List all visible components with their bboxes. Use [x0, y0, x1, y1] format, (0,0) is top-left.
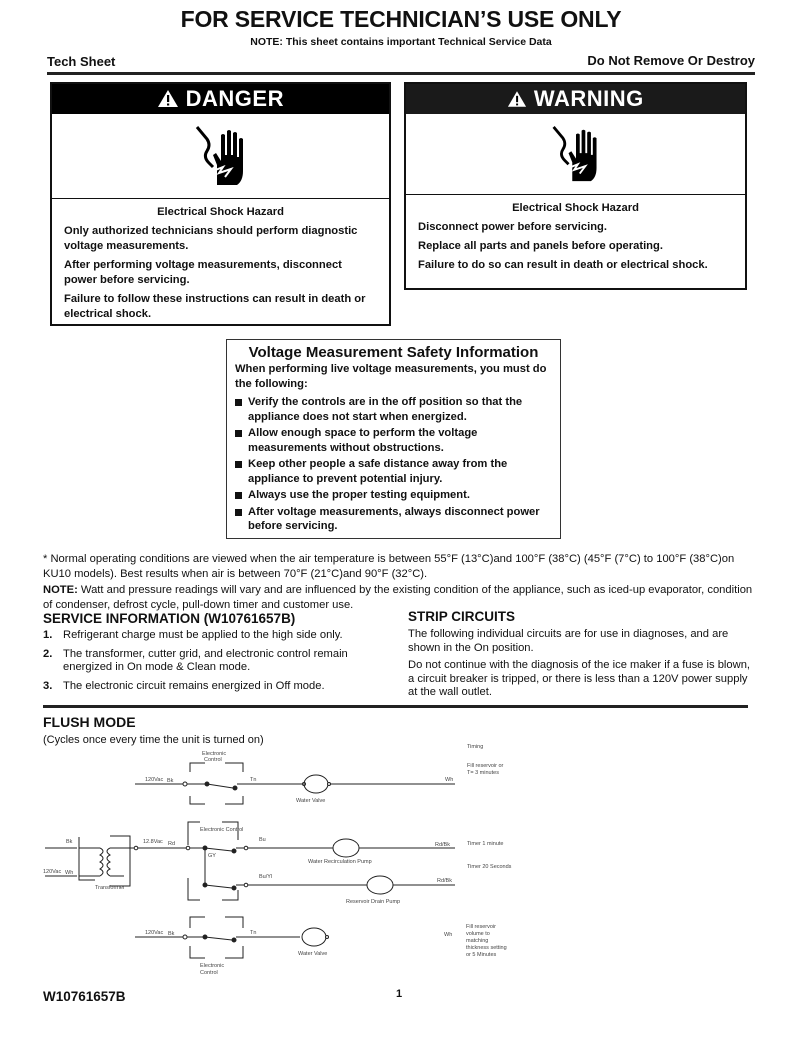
svg-text:Fill reservoir or: Fill reservoir or [467, 763, 504, 769]
temperature-footnote: * Normal operating conditions are viewed when the air temperature is between 55°F (13°C)and 100°F (38°C) (45°F (7°C) to 100°F (38°C)on KU10 models). Best results when air is between 70°F (21°C)and 90°F (32°C). [43, 553, 735, 580]
warning-line: Disconnect power before servicing. [418, 221, 607, 233]
voltage-safety-intro: When performing live voltage measurements, you must do the following: [235, 363, 547, 390]
warning-triangle-icon [157, 86, 186, 111]
warning-box [404, 82, 747, 290]
bullet-square-icon [235, 492, 242, 499]
voltage-safety-title: Voltage Measurement Safety Information [248, 344, 539, 361]
svg-text:Bk: Bk [66, 839, 73, 845]
warning-header [406, 84, 745, 114]
svg-text:GY: GY [208, 853, 216, 859]
flush-mode-wiring-diagram [38, 740, 758, 980]
strip-circuits-paragraph: Do not continue with the diagnosis of the ice maker if a fuse is blown, a circuit breaker is tripped, or there is less than a 120V power supply at the wall outlet. [408, 659, 751, 698]
svg-text:Bk: Bk [167, 778, 174, 784]
tech-sheet-label: Tech Sheet [47, 54, 116, 69]
bullet-square-icon [235, 461, 242, 468]
danger-line: After performing voltage measurements, disconnect power before servicing. [64, 259, 342, 286]
svg-text:Water Recirculation Pump: Water Recirculation Pump [308, 859, 372, 865]
svg-text:Rd/Bk: Rd/Bk [435, 842, 450, 848]
warning-line: Failure to do so can result in death or electrical shock. [418, 259, 708, 271]
svg-text:Timing: Timing [467, 744, 484, 750]
svg-text:Rd/Bk: Rd/Bk [437, 878, 452, 884]
svg-text:120Vac: 120Vac [43, 869, 62, 875]
header-note: NOTE: This sheet contains important Technical Service Data [250, 36, 552, 48]
svg-text:T= 3 minutes: T= 3 minutes [467, 770, 499, 776]
page-title: FOR SERVICE TECHNICIAN’S USE ONLY [180, 6, 622, 32]
svg-text:Electronic: Electronic [200, 963, 225, 969]
service-item: 1. Refrigerant charge must be applied to the high side only. [43, 629, 343, 641]
voltage-safety-box [226, 339, 561, 539]
warning-hazard-title: Electrical Shock Hazard [512, 202, 639, 214]
do-not-remove-label: Do Not Remove Or Destroy [587, 53, 755, 68]
danger-header [52, 84, 389, 114]
section-divider [43, 705, 748, 708]
svg-text:Electronic Control: Electronic Control [200, 827, 244, 833]
svg-text:Control: Control [200, 970, 218, 976]
voltage-safety-item: After voltage measurements, always disconnect power before servicing. [235, 505, 552, 534]
bullet-square-icon [235, 399, 242, 406]
svg-text:Wh: Wh [445, 777, 454, 783]
bullet-square-icon [235, 509, 242, 516]
svg-text:Rd: Rd [168, 841, 176, 847]
service-information-title: SERVICE INFORMATION (W10761657B) [43, 611, 296, 626]
svg-text:matching: matching [466, 938, 489, 944]
svg-text:12.8Vac: 12.8Vac [143, 839, 163, 845]
svg-text:or 5 Minutes: or 5 Minutes [466, 952, 497, 958]
warning-heading: WARNING [533, 86, 644, 111]
svg-text:120Vac: 120Vac [145, 930, 164, 936]
service-item: 3. The electronic circuit remains energized in Off mode. [43, 679, 325, 692]
electrical-shock-hand-icon [52, 114, 389, 199]
svg-text:volume to: volume to [466, 931, 490, 937]
voltage-safety-item: Verify the controls are in the off position so that the appliance does not start when energized. [235, 395, 552, 424]
svg-text:Tn: Tn [250, 777, 257, 783]
voltage-safety-item: Allow enough space to perform the voltage measurements without obstructions. [235, 426, 552, 455]
svg-text:Timer 1 minute: Timer 1 minute [467, 841, 504, 847]
page-number: 1 [396, 988, 403, 1000]
svg-text:Control: Control [204, 757, 222, 763]
svg-text:Fill reservoir: Fill reservoir [466, 924, 496, 930]
danger-heading: DANGER [185, 86, 284, 111]
warning-triangle-icon [507, 86, 534, 111]
svg-text:Bu: Bu [259, 837, 266, 843]
document-id: W10761657B [43, 989, 126, 1004]
svg-text:Water Valve: Water Valve [298, 951, 328, 957]
voltage-safety-item: Always use the proper testing equipment. [235, 488, 552, 503]
danger-box [50, 82, 391, 326]
note-label: NOTE: [43, 584, 78, 596]
svg-text:Bk: Bk [168, 931, 175, 937]
danger-hazard-title: Electrical Shock Hazard [157, 206, 284, 218]
voltage-safety-item: Keep other people a safe distance away from the appliance to prevent potential injury. [235, 457, 552, 486]
svg-text:Reservoir Drain Pump: Reservoir Drain Pump [346, 899, 401, 905]
svg-text:Water Valve: Water Valve [296, 798, 326, 804]
svg-text:120Vac: 120Vac [145, 777, 164, 783]
danger-line: Failure to follow these instructions can result in death or electrical shock. [64, 293, 366, 320]
svg-text:Transformer: Transformer [95, 885, 125, 891]
danger-line: Only authorized technicians should perform diagnostic voltage measurements. [64, 225, 358, 252]
electrical-shock-hand-icon [406, 114, 745, 195]
service-information-section [43, 611, 388, 698]
svg-text:thickness setting: thickness setting [466, 945, 507, 951]
service-item: 2. The transformer, cutter grid, and electronic control remain energized in On mode & Clean mode. [43, 647, 348, 673]
warning-line: Replace all parts and panels before operating. [418, 240, 663, 252]
svg-text:Tn: Tn [250, 930, 257, 936]
header-divider [47, 72, 755, 75]
note-text: Watt and pressure readings will vary and are influenced by the existing condition of the appliance, such as iced-up evaporator, condition of condenser, defrost cycle, pull-down timer and customer use. [43, 584, 753, 611]
svg-text:Wh: Wh [65, 870, 74, 876]
bullet-square-icon [235, 430, 242, 437]
note-paragraph [43, 583, 763, 612]
strip-circuits-title: STRIP CIRCUITS [408, 609, 516, 624]
svg-text:Electronic: Electronic [202, 751, 227, 757]
flush-mode-title: FLUSH MODE [43, 714, 136, 730]
strip-circuits-section [408, 609, 758, 700]
strip-circuits-paragraph: The following individual circuits are for use in diagnoses, and are shown in the On position. [408, 628, 729, 654]
svg-text:Bu/Yl: Bu/Yl [259, 874, 273, 880]
svg-text:Wh: Wh [444, 932, 453, 938]
svg-text:Timer 20 Seconds: Timer 20 Seconds [467, 864, 512, 870]
flush-mode-subtitle: (Cycles once every time the unit is turned on) [43, 734, 264, 746]
